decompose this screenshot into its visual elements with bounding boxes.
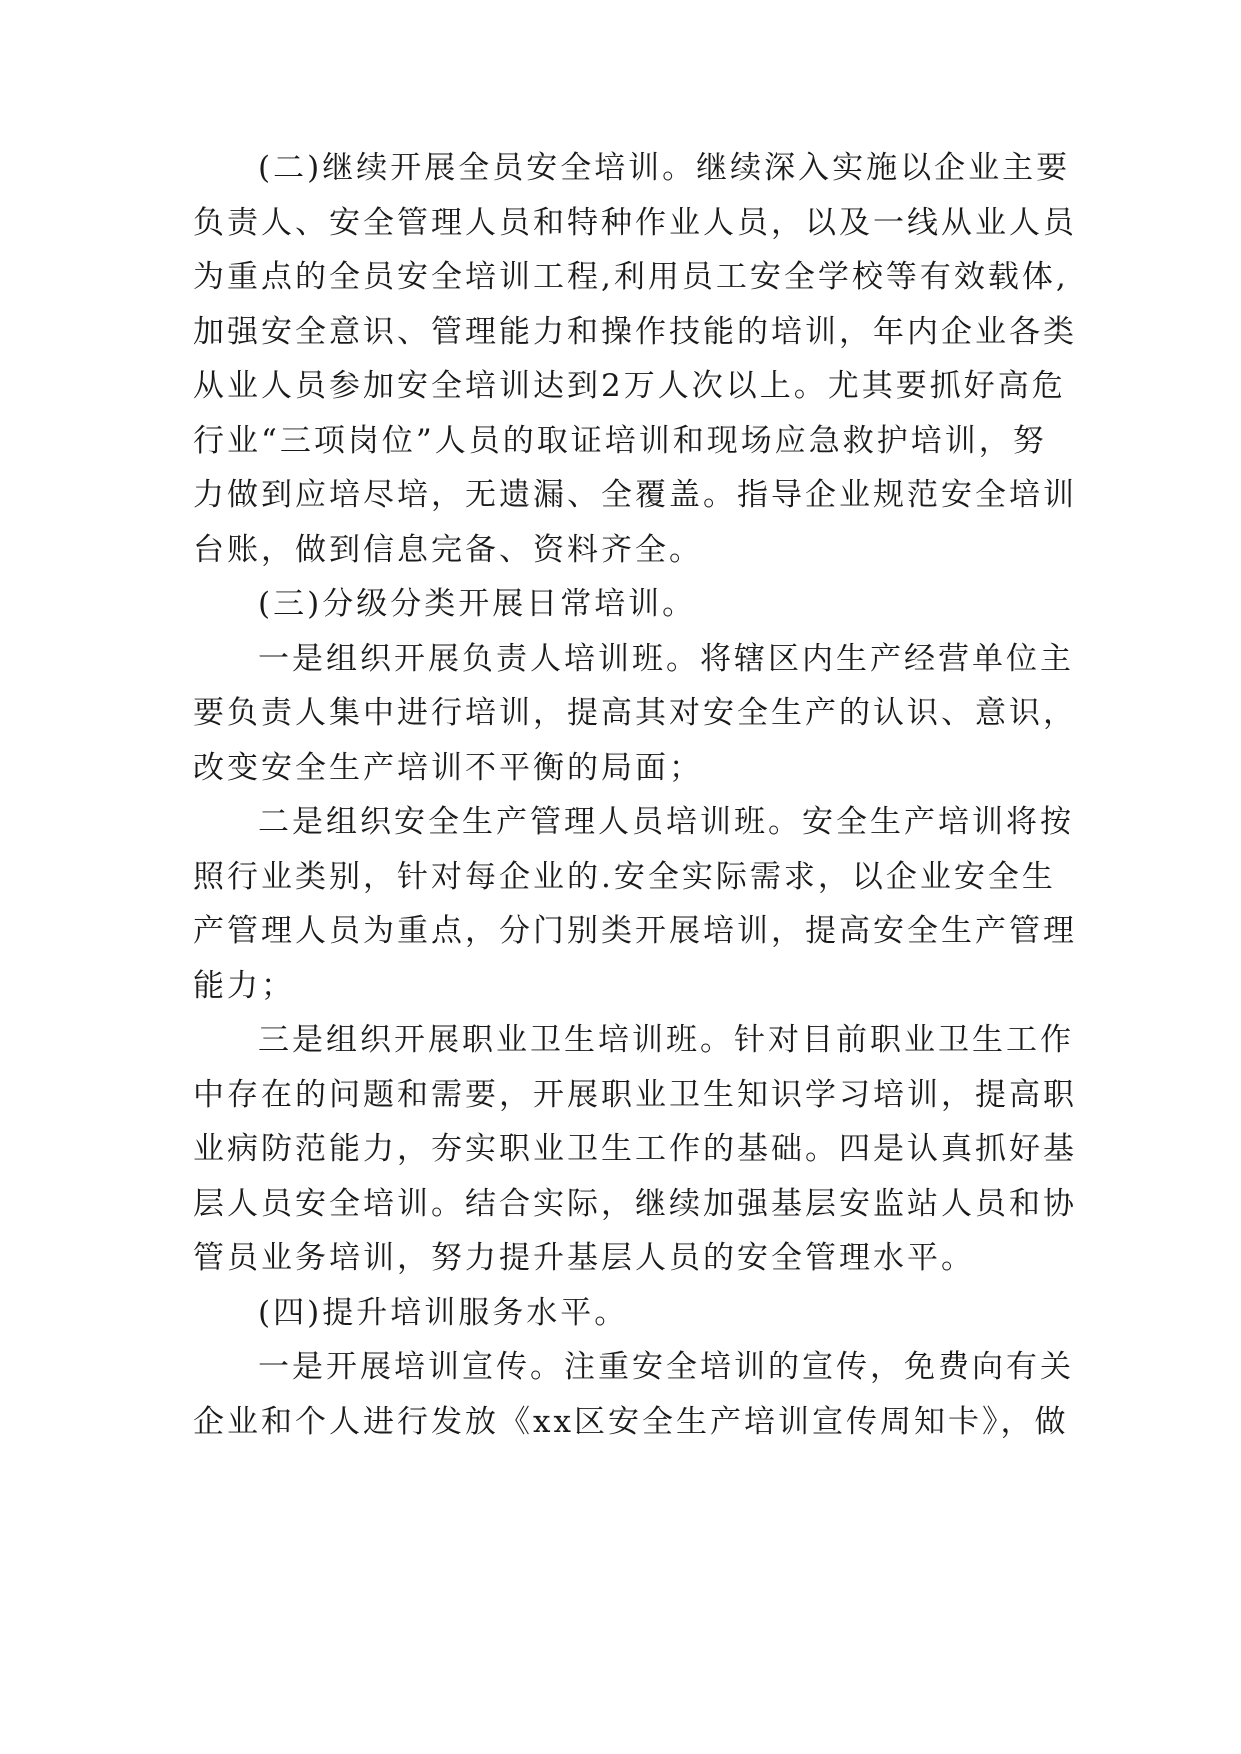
text-line: 三是组织开展职业卫生培训班。针对目前职业卫生工作 xyxy=(258,1022,1074,1058)
section-heading: (三)分级分类开展日常培训。 xyxy=(258,586,697,622)
text-line: 二是组织安全生产管理人员培训班。安全生产培训将按 xyxy=(258,804,1074,840)
text-line: 台账，做到信息完备、资料齐全。 xyxy=(193,532,703,568)
text-line: 产管理人员为重点，分门别类开展培训，提高安全生产管理 xyxy=(193,913,1077,949)
text-line: 业病防范能力，夯实职业卫生工作的基础。四是认真抓好基 xyxy=(193,1131,1077,1167)
text-line: 改变安全生产培训不平衡的局面； xyxy=(193,750,703,786)
text-line: 企业和个人进行发放《xx区安全生产培训宣传周知卡》，做 xyxy=(193,1404,1069,1440)
text-line: 力做到应培尽培，无遗漏、全覆盖。指导企业规范安全培训 xyxy=(193,477,1077,513)
text-line: 层人员安全培训。结合实际，继续加强基层安监站人员和协 xyxy=(193,1186,1077,1222)
text-line: 行业“三项岗位”人员的取证培训和现场应急救护培训，努 xyxy=(193,423,1047,459)
section-heading: (四)提升培训服务水平。 xyxy=(258,1295,629,1331)
text-line: 照行业类别，针对每企业的.安全实际需求，以企业安全生 xyxy=(193,859,1056,895)
text-line: (二)继续开展全员安全培训。继续深入实施以企业主要 xyxy=(258,150,1071,186)
text-line: 为重点的全员安全培训工程,利用员工安全学校等有效载体, xyxy=(193,259,1069,295)
text-line: 管员业务培训，努力提升基层人员的安全管理水平。 xyxy=(193,1240,975,1276)
text-line: 能力； xyxy=(193,968,295,1004)
text-line: 加强安全意识、管理能力和操作技能的培训，年内企业各类 xyxy=(193,314,1077,350)
text-line: 从业人员参加安全培训达到2万人次以上。尤其要抓好高危 xyxy=(193,368,1066,404)
text-line: 一是组织开展负责人培训班。将辖区内生产经营单位主 xyxy=(258,641,1074,677)
text-line: 一是开展培训宣传。注重安全培训的宣传，免费向有关 xyxy=(258,1349,1074,1385)
text-line: 要负责人集中进行培训，提高其对安全生产的认识、意识， xyxy=(193,695,1077,731)
text-line: 中存在的问题和需要，开展职业卫生知识学习培训，提高职 xyxy=(193,1077,1077,1113)
text-line: 负责人、安全管理人员和特种作业人员，以及一线从业人员 xyxy=(193,205,1077,241)
